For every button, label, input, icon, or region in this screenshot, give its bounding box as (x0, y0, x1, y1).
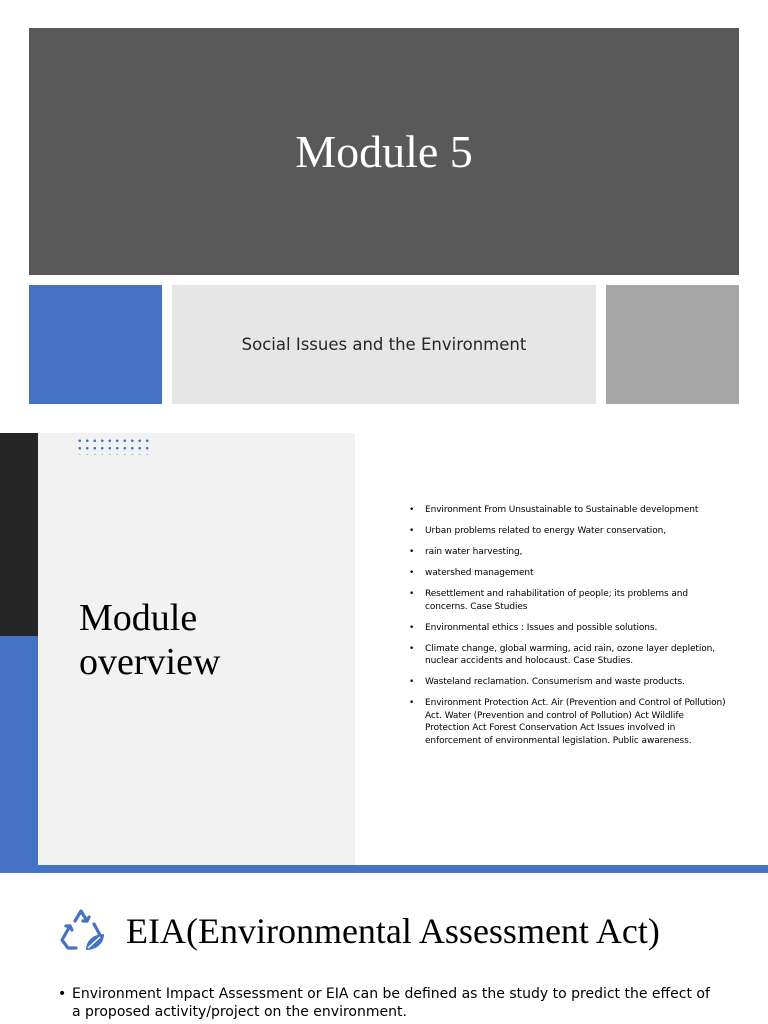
overview-bullet: • Climate change, global warming, acid rain, ozone layer depletion, nuclear accidents and holocaust. Case Studies. (409, 643, 727, 668)
overview-bullet: • Environment Protection Act. Air (Prevention and Control of Pollution) Act. Water (Prevention and control of Pollution) Act Wildlife Protection Act Forest Conservation Act Issues involved in enforcement of environmental legislation. Public awareness. (409, 697, 727, 747)
slide2-blue-accent-bar (0, 636, 38, 865)
slide2-dark-accent-bar (0, 433, 38, 636)
overview-bullet: • Urban problems related to energy Water conservation, (409, 525, 727, 538)
overview-bullet: • watershed management (409, 567, 727, 580)
slide3-bullet: • Environment Impact Assessment or EIA can be defined as the study to predict the effect of a proposed activity/project on the environment. (58, 985, 718, 1021)
overview-bullet: • Wasteland reclamation. Consumerism and waste products. (409, 676, 727, 689)
recycle-leaf-icon (56, 904, 108, 956)
slide1-blue-block (29, 285, 162, 404)
overview-bullet: • Resettlement and rahabilitation of people; its problems and concerns. Case Studies (409, 588, 727, 613)
slide2-title (79, 596, 220, 684)
overview-bullet: • Environmental ethics : Issues and possible solutions. (409, 622, 727, 635)
slide3-title: EIA(Environmental Assessment Act) (126, 911, 660, 951)
slide1-title-banner (29, 28, 739, 275)
dot-grid-decoration (76, 437, 152, 455)
slide1-subtitle: Social Issues and the Environment (241, 335, 527, 354)
slide1-gray-block (606, 285, 739, 404)
overview-bullet: • rain water harvesting, (409, 546, 727, 559)
slide-divider-line (0, 865, 768, 873)
overview-bullet: • Environment From Unsustainable to Sustainable development (409, 504, 727, 517)
overview-bullet-list (409, 504, 727, 756)
slide2-title-line2: overview (79, 641, 221, 683)
slide1-title: Module 5 (295, 126, 473, 177)
slide1-subtitle-box (172, 285, 596, 404)
slide2-title-line1: Module (79, 597, 198, 639)
